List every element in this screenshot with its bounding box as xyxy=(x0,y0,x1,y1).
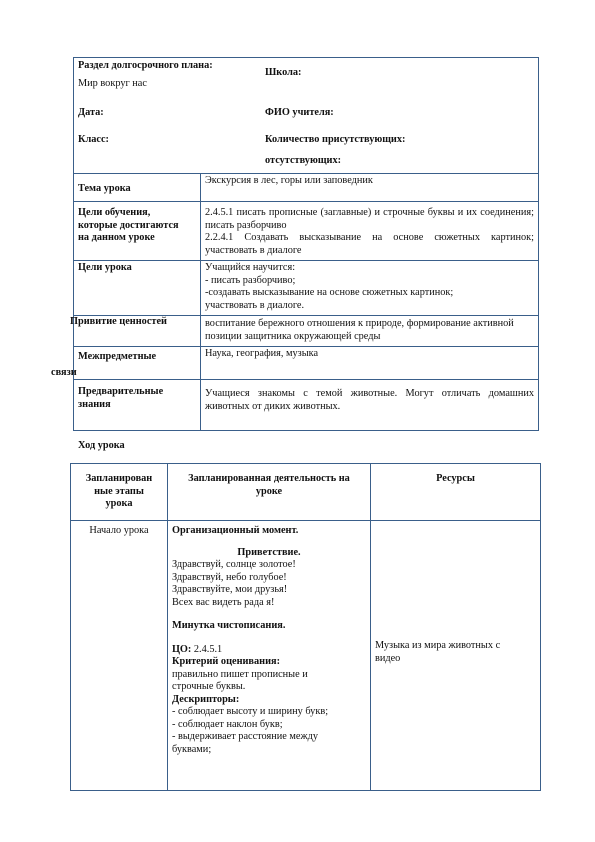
date-label: Дата: xyxy=(78,107,104,118)
table-row xyxy=(74,380,539,431)
section-label: Раздел долгосрочного плана: xyxy=(78,60,213,71)
col-header-resources xyxy=(371,464,541,521)
col-header-stages xyxy=(71,464,168,521)
table-row xyxy=(74,174,539,202)
table-row xyxy=(74,347,539,380)
criterion-label: Критерий оценивания: xyxy=(172,656,281,667)
activity-cell xyxy=(168,521,371,791)
interdisciplinary-value: Наука, география, музыка xyxy=(201,347,539,380)
co-line xyxy=(172,644,366,657)
table-header-row xyxy=(71,464,541,521)
goal-line: - писать разборчиво; xyxy=(205,274,296,286)
values-label xyxy=(70,316,201,347)
table-row xyxy=(71,521,541,791)
descriptors-label: Дескрипторы: xyxy=(172,693,240,705)
criterion-line: строчные буквы. xyxy=(172,681,246,692)
lesson-info-table xyxy=(51,57,539,431)
lesson-goals-label: Цели урока xyxy=(74,261,201,316)
descriptor-item: - соблюдает высоту и ширину букв; xyxy=(172,706,329,717)
objective-2: 2.2.4.1 Создавать высказывание на основе сюжетных картинок; участвовать в диалоге xyxy=(205,232,534,256)
poem-line: Здравствуй, небо голубое! xyxy=(172,571,287,583)
prior-knowledge-value: Учащиеся знакомы с темой животные. Могут отличать домашних животных от диких животных. xyxy=(201,380,539,431)
greeting-title: Приветствие. xyxy=(237,546,301,558)
resource-line: видео xyxy=(375,652,401,664)
interdisciplinary-line2: связи xyxy=(51,367,77,378)
topic-label: Тема урока xyxy=(74,174,201,202)
stage-cell: Начало урока xyxy=(71,521,168,791)
resource-line: Музыка из мира животных с xyxy=(375,640,501,651)
org-moment: Организационный момент. xyxy=(172,525,299,536)
objective-1: 2.4.5.1 писать прописные (заглавные) и строчные буквы и их соединения; писать разборчиво xyxy=(205,207,534,231)
table-row xyxy=(74,202,539,261)
header-line: урока xyxy=(105,498,133,509)
lesson-progress-title: Ход урока xyxy=(78,440,125,451)
descriptor-item: буквами; xyxy=(172,743,212,755)
section-value: Мир вокруг нас xyxy=(78,78,147,89)
values-value: воспитание бережного отношения к природе, формирование активной позиции защитника окружающей среды xyxy=(201,316,539,347)
poem-line: Здравствуйте, мои друзья! xyxy=(172,584,288,595)
header-line: Запланирован xyxy=(85,473,153,484)
objectives-value xyxy=(201,202,539,261)
prior-knowledge-label: Предварительные знания xyxy=(74,380,201,431)
lesson-plan-table xyxy=(70,463,541,791)
absent-label: отсутствующих: xyxy=(265,155,342,166)
goal-line: -создавать высказывание на основе сюжетных картинок; xyxy=(205,287,454,298)
criterion-line: правильно пишет прописные и xyxy=(172,668,308,680)
values-label-text: Привитие ценностей xyxy=(70,316,167,327)
co-value: 2.4.5.1 xyxy=(193,643,223,655)
interdisciplinary-label xyxy=(51,347,201,380)
header-line: Ресурсы xyxy=(436,473,475,484)
header-line: ные этапы xyxy=(94,485,144,497)
resources-cell xyxy=(371,521,541,791)
header-line: уроке xyxy=(255,485,283,497)
interdisciplinary-line1: Межпредметные xyxy=(78,351,157,362)
table-row xyxy=(74,316,539,347)
present-label: Количество присутствующих: xyxy=(265,134,406,145)
school-label: Школа: xyxy=(265,67,302,78)
co-label: ЦО: xyxy=(172,643,192,655)
header-line: Запланированная деятельность на xyxy=(188,473,350,484)
topic-value: Экскурсия в лес, горы или заповедник xyxy=(201,174,539,202)
objectives-label: Цели обучения, которые достигаются на данном уроке xyxy=(74,202,201,261)
col-header-activity xyxy=(168,464,371,521)
goal-line: Учащийся научится: xyxy=(205,262,296,273)
lesson-goals-value xyxy=(201,261,539,316)
table-row xyxy=(74,261,539,316)
header-block xyxy=(74,58,539,174)
class-label: Класс: xyxy=(78,134,109,145)
teacher-label: ФИО учителя: xyxy=(265,107,334,118)
descriptor-item: - соблюдает наклон букв; xyxy=(172,718,283,730)
calligraphy-title: Минутка чистописания. xyxy=(172,620,286,631)
poem-line: Всех вас видеть рада я! xyxy=(172,596,275,608)
descriptor-item: - выдерживает расстояние между xyxy=(172,731,318,742)
poem-line: Здравствуй, солнце золотое! xyxy=(172,559,296,570)
goal-line: участвовать в диалоге. xyxy=(205,299,305,311)
